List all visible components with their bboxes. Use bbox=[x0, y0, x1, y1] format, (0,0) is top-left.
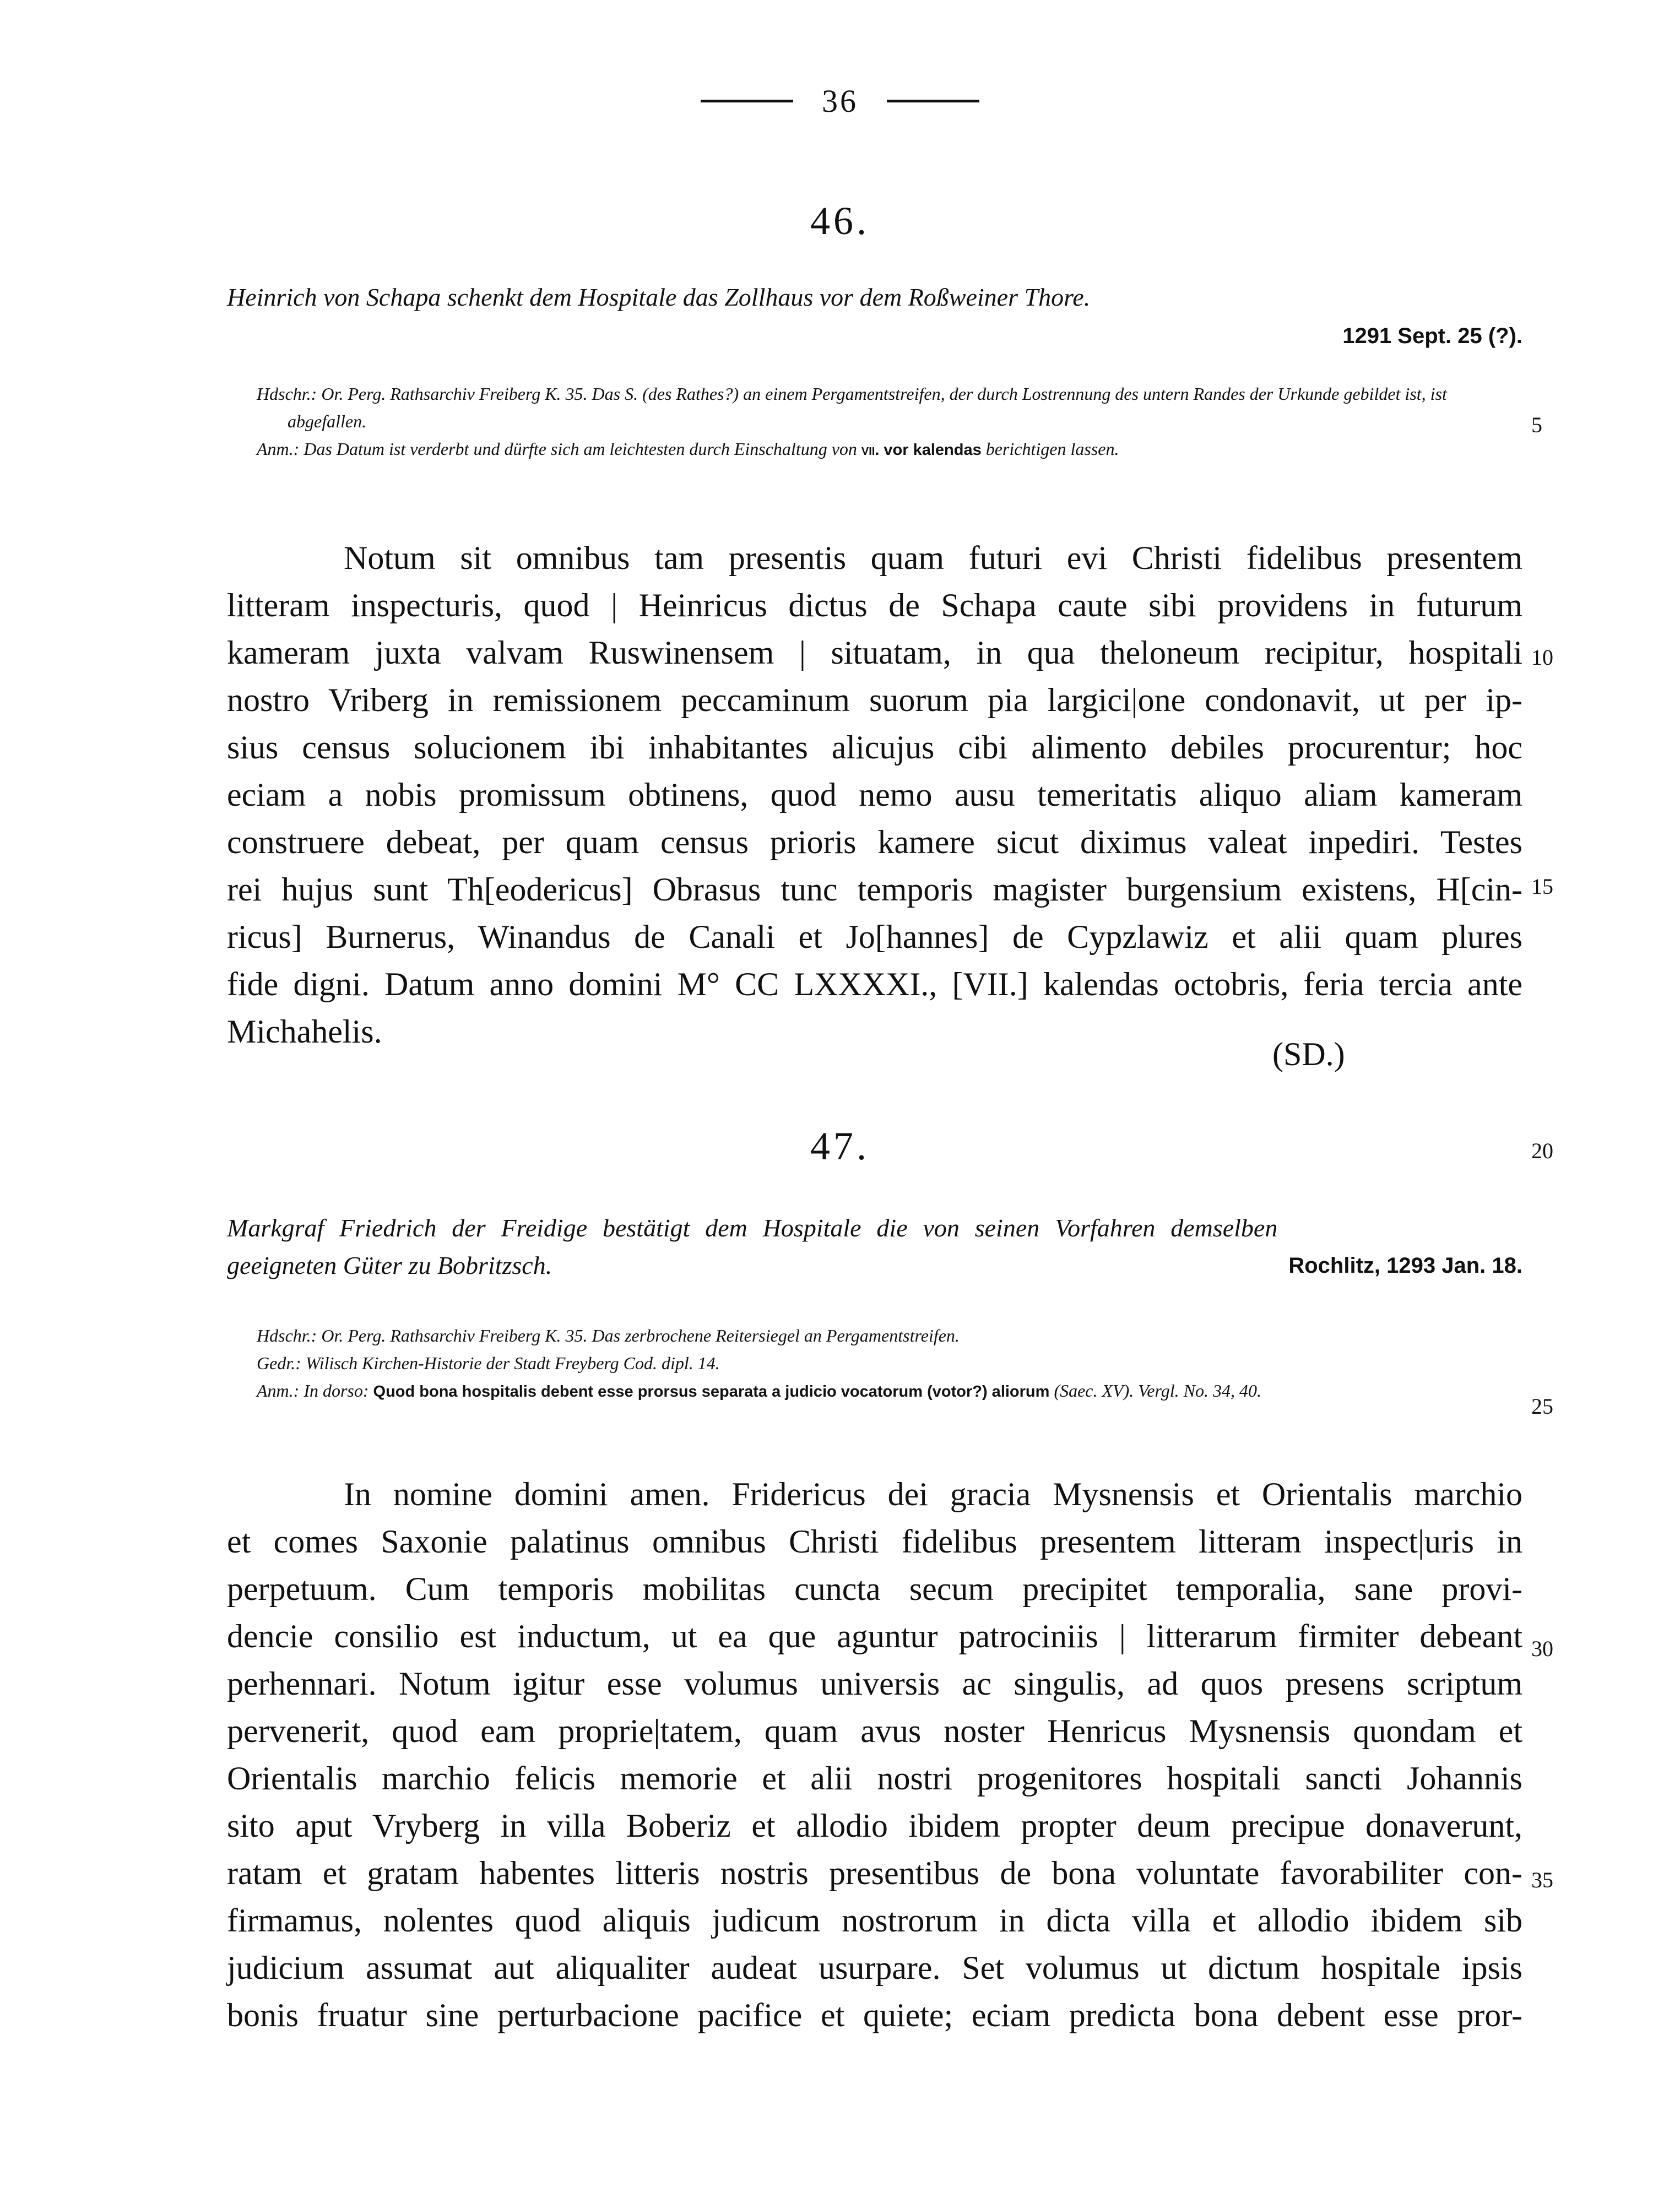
text-line: fide digni. Datum anno domini M° CC LXXXXI., [VII.] kalendas octobris, feria tercia ante bbox=[227, 966, 1522, 1002]
text-line: Notum sit omnibus tam presentis quam futuri evi Christi fidelibus presentem bbox=[344, 540, 1522, 576]
charter-47-summary: Rochlitz, 1293 Jan. 18. Markgraf Friedrich der Freidige bestätigt dem Hospitale die von seinen Vorfahren demselben geeigneten Güter zu Bobritzsch. bbox=[227, 1209, 1522, 1284]
line-number: 20 bbox=[1531, 1138, 1553, 1163]
text-line: ratam et gratam habentes litteris nostris presentibus de bona voluntate favorabiliter con- bbox=[227, 1855, 1522, 1891]
text-line: rei hujus sunt Th[eodericus] Obrasus tunc temporis magister burgensium existens, H[cin- bbox=[227, 871, 1522, 908]
line-number: 10 bbox=[1531, 645, 1553, 670]
charter-47-number: 47. bbox=[810, 1124, 870, 1168]
line-number: 5 bbox=[1531, 413, 1542, 437]
line-number: 35 bbox=[1531, 1868, 1553, 1892]
text-line: pervenerit, quod eam proprie|tatem, quam avus noster Henricus Mysnensis quondam et bbox=[227, 1713, 1522, 1749]
header-rule-right bbox=[887, 100, 979, 102]
line-number: 30 bbox=[1531, 1636, 1553, 1661]
line-number: 25 bbox=[1531, 1394, 1553, 1419]
text-line: sito aput Vryberg in villa Boberiz et allodio ibidem propter deum precipue donaverunt, bbox=[227, 1808, 1522, 1844]
charter-46-number: 46. bbox=[810, 199, 870, 243]
text-line: bonis fruatur sine perturbacione pacifice et quiete; eciam predicta bona debent esse pror- bbox=[227, 1997, 1522, 2033]
text-line: perhennari. Notum igitur esse volumus universis ac singulis, ad quos presens scriptum bbox=[227, 1665, 1522, 1702]
text-line: firmamus, nolentes quod aliquis judicum nostrorum in dicta villa et allodio ibidem sib bbox=[227, 1902, 1522, 1939]
text-line: Orientalis marchio felicis memorie et alii nostri progenitores hospitali sancti Johannis bbox=[227, 1760, 1522, 1796]
page-header bbox=[0, 83, 1680, 120]
charter-47-note-anm: Anm.: In dorso: Quod bona hospitalis debent esse prorsus separata a judicio vocatorum (votor?) aliorum (Saec. XV). Vergl. No. 34, 40. bbox=[257, 1381, 1261, 1401]
charter-47-note-gedr: Gedr.: Wilisch Kirchen-Historie der Stadt Freyberg Cod. dipl. 14. bbox=[257, 1353, 720, 1373]
text-line: dencie consilio est inductum, ut ea que aguntur patrociniis | litterarum firmiter debeant bbox=[227, 1618, 1522, 1654]
text-line: kameram juxta valvam Ruswinensem | situatam, in qua theloneum recipitur, hospitali bbox=[227, 634, 1522, 671]
charter-46-note-anm: Anm.: Das Datum ist verderbt und dürfte sich am leichtesten durch Einschaltung von vii. vor kalendas berichtigen lassen. bbox=[257, 439, 1119, 459]
text-line: eciam a nobis promissum obtinens, quod nemo ausu temeritatis aliquo aliam kameram bbox=[227, 777, 1522, 813]
charter-46-seal-note: (SD.) bbox=[1272, 1036, 1345, 1072]
charter-47-text bbox=[227, 1470, 1522, 2039]
charter-46-note-hdschr: Hdschr.: Or. Perg. Rathsarchiv Freiberg K. 35. Das S. (des Rathes?) an einem Pergamentstreifen, der durch Lostrennung des untern Randes der Urkunde gebildet ist, ist abgefallen. bbox=[257, 384, 1447, 431]
charter-46-notes bbox=[257, 380, 1522, 464]
text-line: et comes Saxonie palatinus omnibus Christi fidelibus presentem litteram inspect|uris in bbox=[227, 1523, 1522, 1560]
text-line: In nomine domini amen. Fridericus dei gracia Mysnensis et Orientalis marchio bbox=[344, 1476, 1522, 1512]
text-line: judicium assumat aut aliqualiter audeat usurpare. Set volumus ut dictum hospitale ipsis bbox=[227, 1950, 1522, 1986]
text-line: perpetuum. Cum temporis mobilitas cuncta secum precipitet temporalia, sane provi- bbox=[227, 1571, 1522, 1607]
charter-47-date: Rochlitz, 1293 Jan. 18. bbox=[1288, 1253, 1522, 1278]
charter-47-notes bbox=[257, 1322, 1522, 1405]
text-line: sius census solucionem ibi inhabitantes alicujus cibi alimento debiles procurentur; hoc bbox=[227, 729, 1522, 766]
text-line: construere debeat, per quam census prioris kamere sicut diximus valeat inpediri. Testes bbox=[227, 824, 1522, 860]
text-line: ricus] Burnerus, Winandus de Canali et Jo[hannes] de Cypzlawiz et alii quam plures bbox=[227, 919, 1522, 955]
charter-46-date: 1291 Sept. 25 (?). bbox=[1342, 324, 1522, 348]
header-rule-left bbox=[701, 100, 793, 102]
page-number: 36 bbox=[822, 83, 858, 119]
text-line: litteram inspecturis, quod | Heinricus dictus de Schapa caute sibi providens in futurum bbox=[227, 587, 1522, 623]
text-line: nostro Vriberg in remissionem peccaminum suorum pia largici|one condonavit, ut per ip- bbox=[227, 682, 1522, 718]
text-line: Michahelis. bbox=[227, 1013, 382, 1050]
charter-46-text bbox=[227, 534, 1522, 1055]
line-number: 15 bbox=[1531, 874, 1553, 899]
charter-46-summary: Heinrich von Schapa schenkt dem Hospitale das Zollhaus vor dem Roßweiner Thore. bbox=[227, 283, 1091, 311]
charter-47-note-hdschr: Hdschr.: Or. Perg. Rathsarchiv Freiberg K. 35. Das zerbrochene Reitersiegel an Pergamentstreifen. bbox=[257, 1326, 960, 1345]
